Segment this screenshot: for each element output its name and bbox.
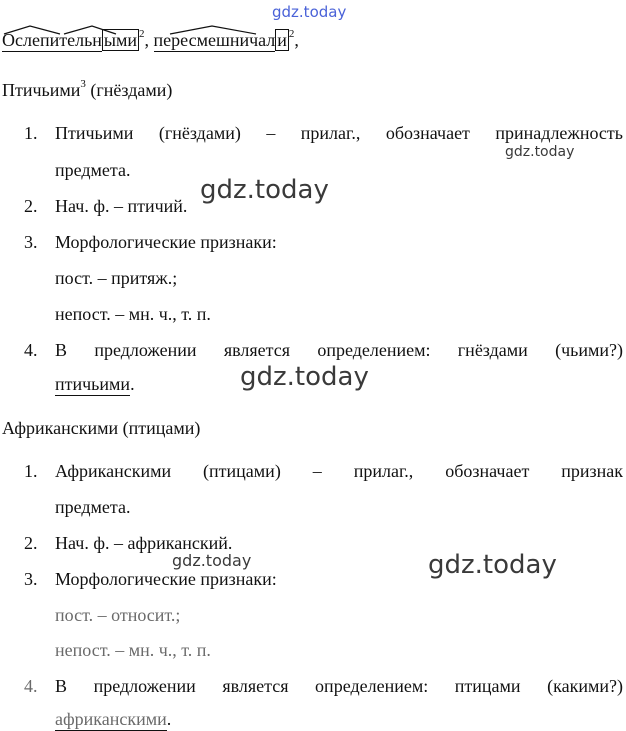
section1-title-superscript: 3	[80, 78, 86, 90]
s1-item3-line1: Морфологические признаки:	[55, 232, 277, 252]
s1-item1-line2: предмета.	[55, 160, 131, 180]
s2-item4-underlined-word: африканскими	[55, 709, 167, 729]
watermark-2: gdz.today	[200, 175, 329, 205]
s2-item1-line1: Африканскими (птицами) – прилаг., обозначает признак	[55, 461, 623, 481]
s1-item3-number: 3.	[24, 232, 38, 252]
word2-superscript: 2	[288, 28, 295, 40]
s1-item4-line2	[55, 374, 135, 395]
trailing-comma: ,	[294, 30, 299, 50]
s2-item4-number: 4.	[24, 676, 38, 696]
s2-item4-line2	[55, 709, 171, 730]
watermark-1: gdz.today	[505, 144, 575, 160]
word2-stem: пересмешничал	[153, 30, 276, 50]
s2-item3-line2: пост. – относит.;	[55, 605, 181, 625]
s2-item4-period: .	[166, 709, 172, 729]
word1-stem: Ослепительн	[2, 30, 102, 50]
section2-title: Африканскими (птицами)	[2, 418, 201, 438]
s1-item3-line2: пост. – притяж.;	[55, 268, 178, 288]
watermark-3: gdz.today	[240, 362, 369, 392]
s2-item3-number: 3.	[24, 569, 38, 589]
root-arc-marks	[2, 22, 362, 36]
watermark-4: gdz.today	[172, 551, 252, 570]
word1-superscript: 2	[139, 28, 145, 40]
section1-title	[2, 80, 172, 101]
separator-comma: ,	[144, 30, 150, 50]
s2-item3-line1: Морфологические признаки:	[55, 569, 277, 589]
s2-item3-line3: непост. – мн. ч., т. п.	[55, 640, 211, 660]
word2-ending: и	[277, 30, 287, 50]
s1-item4-number: 4.	[24, 340, 38, 360]
header-line	[2, 30, 299, 51]
s1-item1-line1: Птичьими (гнёздами) – прилаг., обозначает принадлежность	[55, 123, 623, 143]
s1-item2-line1: Нач. ф. – птичий.	[55, 196, 188, 216]
s2-item1-line2: предмета.	[55, 497, 131, 517]
section1-title-rest: (гнёздами)	[90, 80, 173, 100]
s1-item3-line3: непост. – мн. ч., т. п.	[55, 304, 211, 324]
s1-item4-period: .	[130, 374, 135, 394]
s2-item2-number: 2.	[24, 533, 38, 553]
watermark-top: gdz.today	[272, 3, 347, 21]
s2-item2-line1: Нач. ф. – африканский.	[55, 533, 233, 553]
word1-ending: ыми	[103, 30, 138, 50]
s2-item4-line1: В предложении является определением: птицами (какими?)	[55, 676, 623, 696]
s2-item1-number: 1.	[24, 461, 38, 481]
watermark-5: gdz.today	[428, 550, 557, 580]
section1-title-word: Птичьими	[2, 80, 81, 100]
s1-item4-line1: В предложении является определением: гнёздами (чьими?)	[55, 340, 623, 360]
s1-item4-underlined-word: птичьими	[55, 374, 131, 394]
s1-item2-number: 2.	[24, 196, 38, 216]
s1-item1-number: 1.	[24, 123, 38, 143]
